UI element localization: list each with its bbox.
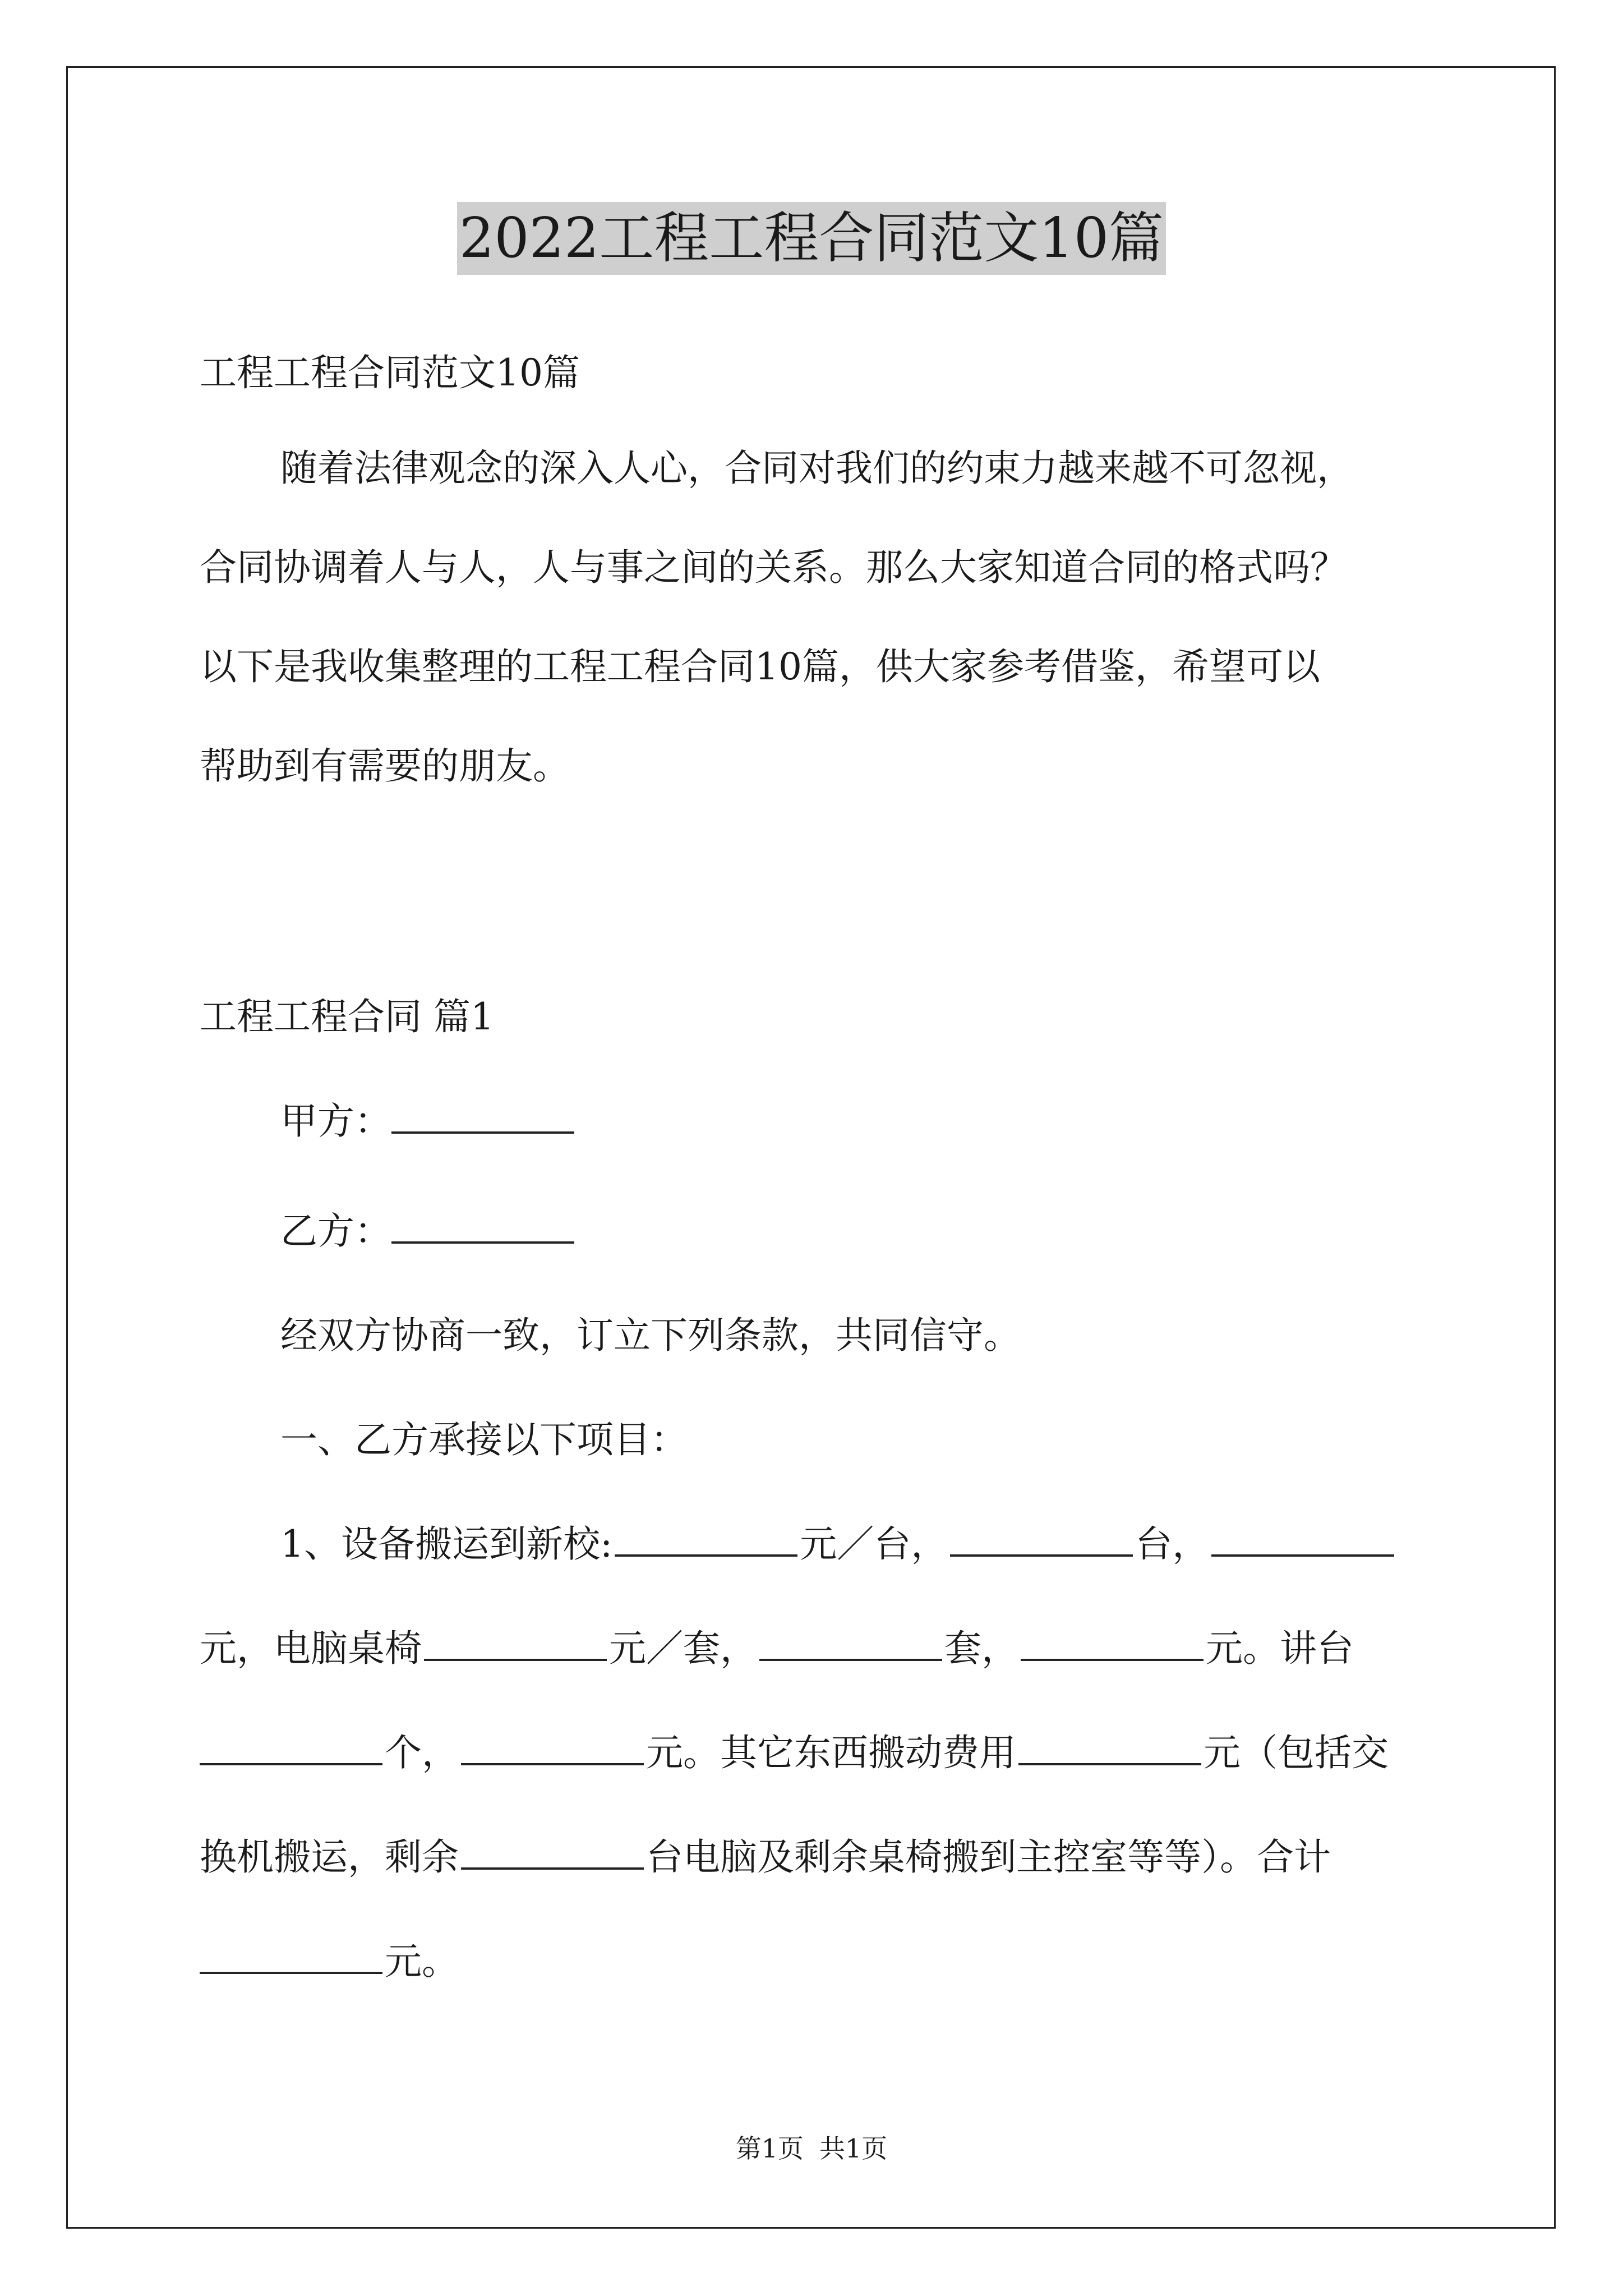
page-number: 第1页	[735, 2133, 804, 2164]
item1-line-4	[200, 1832, 1331, 1883]
document-title: 2022工程工程合同范文10篇	[457, 202, 1166, 275]
item1-line-2	[200, 1623, 1354, 1674]
item1-text: 元，电脑桌椅	[200, 1627, 422, 1670]
party-a-line	[280, 1096, 577, 1147]
party-b-label: 乙方：	[280, 1209, 391, 1253]
intro-line-1: 随着法律观念的深入人心，合同对我们的约束力越来越不可忽视，	[280, 447, 1354, 490]
intro-line-2: 合同协调着人与人，人与事之间的关系。那么大家知道合同的格式吗？	[200, 546, 1347, 589]
fill-blank	[1211, 1522, 1394, 1557]
fill-blank	[200, 1731, 382, 1765]
agreement-text: 经双方协商一致，订立下列条款，共同信守。	[280, 1314, 1021, 1357]
fill-blank	[759, 1626, 942, 1661]
section-heading: 工程工程合同 篇1	[200, 995, 494, 1038]
item1-text: 换机搬运，剩余	[200, 1835, 459, 1879]
fill-blank	[461, 1731, 644, 1765]
party-a-label: 甲方：	[280, 1099, 391, 1143]
item1-text: 个，	[385, 1731, 459, 1774]
item1-text: 1、设备搬运到新校:	[280, 1522, 613, 1566]
item1-text: 套，	[944, 1627, 1018, 1670]
fill-blank	[424, 1626, 607, 1661]
item1-line-1	[280, 1519, 1396, 1570]
intro-line-3: 以下是我收集整理的工程工程合同10篇，供大家参考借鉴，希望可以	[200, 645, 1320, 688]
item1-line-5	[200, 1936, 459, 1987]
fill-blank	[615, 1522, 797, 1557]
document-subtitle: 工程工程合同范文10篇	[200, 351, 580, 394]
item1-text: 元／台，	[800, 1522, 948, 1566]
fill-blank	[200, 1939, 382, 1974]
title-container	[0, 202, 1623, 275]
fill-blank	[461, 1835, 644, 1870]
page-footer	[0, 2132, 1623, 2165]
item1-text: 元／套，	[609, 1627, 757, 1670]
item1-text: 台电脑及剩余桌椅搬到主控室等等）。合计	[646, 1835, 1331, 1879]
party-b-line	[280, 1206, 577, 1257]
party-a-blank	[391, 1099, 574, 1134]
clause-heading: 一、乙方承接以下项目：	[280, 1418, 688, 1461]
item1-text: 元（包括交	[1204, 1731, 1389, 1774]
item1-text: 台，	[1135, 1522, 1210, 1566]
page-total: 共1页	[819, 2133, 888, 2164]
fill-blank	[1021, 1626, 1204, 1661]
fill-blank	[950, 1522, 1133, 1557]
item1-text: 元。讲台	[1206, 1627, 1354, 1670]
fill-blank	[1018, 1731, 1201, 1765]
item1-line-3	[200, 1728, 1389, 1778]
party-b-blank	[391, 1209, 574, 1244]
intro-line-4: 帮助到有需要的朋友。	[200, 744, 570, 788]
item1-text: 元。其它东西搬动费用	[646, 1731, 1016, 1774]
item1-text: 元。	[385, 1940, 459, 1983]
